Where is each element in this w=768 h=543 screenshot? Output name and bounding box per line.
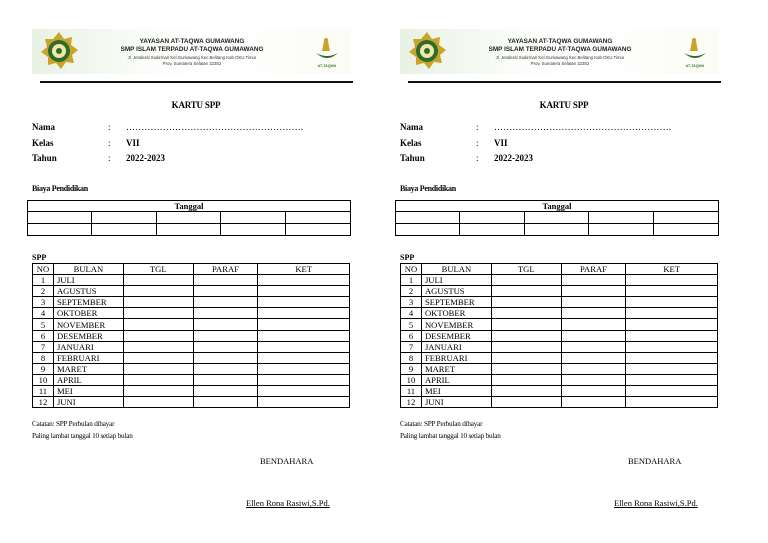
row-tgl: [491, 275, 561, 286]
table-cell: [524, 224, 588, 236]
row-tgl: [491, 363, 561, 374]
row-bulan: JULI: [53, 275, 123, 286]
row-bulan: SEPTEMBER: [421, 297, 491, 308]
note-line-1: Catatan: SPP Perbulan dibayar: [400, 420, 483, 428]
bendahara-label: BENDAHARA: [628, 456, 682, 466]
row-paraf: [193, 308, 258, 319]
row-paraf: [193, 330, 258, 341]
row-ket: [258, 275, 350, 286]
table-row: [401, 374, 718, 385]
row-bulan: JANUARI: [53, 341, 123, 352]
row-ket: [258, 386, 350, 397]
row-bulan: JANUARI: [421, 341, 491, 352]
table-row: [401, 297, 718, 308]
spp-rows: [401, 275, 718, 408]
row-paraf: [561, 397, 626, 408]
colon: :: [108, 153, 111, 163]
row-bulan: MARET: [53, 363, 123, 374]
row-tgl: [491, 308, 561, 319]
row-ket: [258, 397, 350, 408]
row-no: 1: [401, 275, 422, 286]
row-no: 3: [401, 297, 422, 308]
table-cell: [460, 224, 524, 236]
table-row: [401, 397, 718, 408]
table-cell: [156, 224, 220, 236]
row-bulan: AGUSTUS: [53, 286, 123, 297]
row-bulan: JULI: [421, 275, 491, 286]
row-paraf: [193, 363, 258, 374]
row-bulan: APRIL: [421, 374, 491, 385]
table-cell: [589, 212, 653, 224]
table-row: [33, 352, 350, 363]
row-paraf: [193, 341, 258, 352]
tahun-value: 2022-2023: [494, 153, 533, 163]
tahun-label: Tahun: [32, 153, 57, 163]
row-bulan: MARET: [421, 363, 491, 374]
tanggal-header: Tanggal: [28, 201, 351, 212]
spp-card-right: [394, 0, 734, 543]
table-cell: [396, 224, 460, 236]
row-tgl: [123, 397, 193, 408]
table-row: [33, 319, 350, 330]
school-province: Prov. Sumatera Selatan 32382: [162, 61, 222, 66]
row-paraf: [561, 297, 626, 308]
row-ket: [258, 330, 350, 341]
col-header-bulan: BULAN: [53, 264, 123, 275]
row-tgl: [123, 374, 193, 385]
row-tgl: [123, 286, 193, 297]
row-ket: [626, 374, 718, 385]
biaya-pendidikan-label: Biaya Pendidikan: [32, 184, 88, 193]
row-paraf: [561, 352, 626, 363]
table-cell: [28, 224, 92, 236]
row-no: 4: [33, 308, 54, 319]
row-tgl: [123, 275, 193, 286]
row-bulan: JUNI: [421, 397, 491, 408]
row-no: 7: [401, 341, 422, 352]
table-cell: [28, 212, 92, 224]
row-ket: [258, 297, 350, 308]
row-no: 3: [33, 297, 54, 308]
signer-name: Ellen Rona Rasiwi,S.Pd.: [614, 498, 698, 508]
colon: :: [476, 138, 479, 148]
row-paraf: [193, 319, 258, 330]
nama-value: ………………………………………………….: [126, 122, 304, 132]
row-ket: [626, 330, 718, 341]
school-province: Prov. Sumatera Selatan 32382: [530, 61, 590, 66]
row-paraf: [193, 397, 258, 408]
crescent-logo-icon: [678, 37, 712, 63]
row-bulan: FEBRUARI: [53, 352, 123, 363]
row-paraf: [561, 363, 626, 374]
row-no: 11: [401, 386, 422, 397]
school-address: Jl. Jenderal Sudirman Kel.Gumawang Kec.Belitang Kab.OKU Timur: [127, 55, 257, 60]
table-cell: [460, 212, 524, 224]
row-ket: [258, 374, 350, 385]
table-row: [401, 341, 718, 352]
table-row: [401, 286, 718, 297]
tahun-label: Tahun: [400, 153, 425, 163]
col-header-ket: KET: [258, 264, 350, 275]
row-bulan: JUNI: [53, 397, 123, 408]
nama-value: ………………………………………………….: [494, 122, 672, 132]
header-divider: [40, 81, 353, 83]
row-no: 6: [33, 330, 54, 341]
row-bulan: SEPTEMBER: [53, 297, 123, 308]
row-tgl: [491, 397, 561, 408]
row-bulan: NOVEMBER: [421, 319, 491, 330]
foundation-name: YAYASAN AT-TAQWA GUMAWANG: [507, 38, 613, 45]
row-no: 5: [401, 319, 422, 330]
card-title: KARTU SPP: [539, 100, 589, 110]
col-header-paraf: PARAF: [193, 264, 258, 275]
row-tgl: [123, 308, 193, 319]
table-row: [401, 352, 718, 363]
col-header-no: NO: [33, 264, 54, 275]
table-cell: [524, 212, 588, 224]
row-paraf: [561, 330, 626, 341]
spp-card-left: [26, 0, 366, 543]
kelas-value: VII: [126, 138, 140, 148]
header-divider: [408, 81, 721, 83]
table-row: [401, 386, 718, 397]
card-title: KARTU SPP: [171, 100, 221, 110]
note-line-2: Paling lambat tanggal 10 setiap bulan: [400, 432, 501, 440]
right-logo-text: AT-TAQWA: [317, 64, 337, 68]
row-tgl: [123, 297, 193, 308]
row-paraf: [561, 275, 626, 286]
row-ket: [258, 363, 350, 374]
colon: :: [476, 122, 479, 132]
row-no: 1: [33, 275, 54, 286]
row-paraf: [193, 386, 258, 397]
table-row: [33, 341, 350, 352]
row-paraf: [561, 374, 626, 385]
row-no: 12: [401, 397, 422, 408]
row-tgl: [491, 352, 561, 363]
table-cell: [285, 224, 350, 236]
table-cell: [156, 212, 220, 224]
table-row: [396, 212, 719, 224]
school-name: SMP ISLAM TERPADU AT-TAQWA GUMAWANG: [488, 46, 632, 53]
table-row: [401, 319, 718, 330]
row-ket: [258, 319, 350, 330]
table-row: [33, 308, 350, 319]
table-cell: [221, 212, 285, 224]
table-cell: [396, 212, 460, 224]
row-ket: [626, 386, 718, 397]
row-no: 11: [33, 386, 54, 397]
table-row: [401, 308, 718, 319]
table-row: [28, 224, 351, 236]
row-ket: [626, 286, 718, 297]
row-ket: [626, 397, 718, 408]
colon: :: [108, 122, 111, 132]
spp-label: SPP: [400, 253, 415, 262]
tanggal-header: Tanggal: [396, 201, 719, 212]
row-paraf: [193, 297, 258, 308]
table-cell: [285, 212, 350, 224]
row-ket: [258, 286, 350, 297]
spp-header-row: [401, 264, 718, 275]
row-no: 2: [401, 286, 422, 297]
row-no: 4: [401, 308, 422, 319]
row-tgl: [491, 374, 561, 385]
row-bulan: APRIL: [53, 374, 123, 385]
row-bulan: OKTOBER: [421, 308, 491, 319]
table-cell: [92, 212, 156, 224]
row-paraf: [561, 341, 626, 352]
spp-table: [400, 263, 718, 408]
row-no: 5: [33, 319, 54, 330]
row-bulan: AGUSTUS: [421, 286, 491, 297]
row-ket: [626, 319, 718, 330]
col-header-paraf: PARAF: [561, 264, 626, 275]
table-row: [33, 363, 350, 374]
table-cell: [221, 224, 285, 236]
row-no: 10: [401, 374, 422, 385]
table-row: [33, 297, 350, 308]
right-logo: [678, 37, 712, 67]
row-bulan: DESEMBER: [53, 330, 123, 341]
kelas-label: Kelas: [400, 138, 422, 148]
col-header-no: NO: [401, 264, 422, 275]
table-row: [401, 363, 718, 374]
row-tgl: [491, 297, 561, 308]
row-no: 9: [33, 363, 54, 374]
crescent-logo-icon: [310, 37, 344, 63]
table-cell: [653, 224, 718, 236]
row-ket: [626, 308, 718, 319]
table-row: [401, 330, 718, 341]
tanggal-table: [27, 200, 351, 236]
colon: :: [476, 153, 479, 163]
nama-label: Nama: [32, 122, 55, 132]
note-line-1: Catatan: SPP Perbulan dibayar: [32, 420, 115, 428]
row-ket: [626, 352, 718, 363]
row-paraf: [193, 352, 258, 363]
row-no: 12: [33, 397, 54, 408]
row-paraf: [561, 308, 626, 319]
row-no: 6: [401, 330, 422, 341]
row-tgl: [491, 319, 561, 330]
row-no: 7: [33, 341, 54, 352]
row-tgl: [123, 341, 193, 352]
row-paraf: [193, 275, 258, 286]
row-no: 8: [33, 352, 54, 363]
row-tgl: [123, 352, 193, 363]
row-no: 8: [401, 352, 422, 363]
table-row: [28, 212, 351, 224]
row-no: 9: [401, 363, 422, 374]
letterhead: [32, 29, 350, 74]
table-cell: [92, 224, 156, 236]
table-cell: [589, 224, 653, 236]
row-tgl: [123, 363, 193, 374]
table-row: [33, 397, 350, 408]
row-bulan: FEBRUARI: [421, 352, 491, 363]
nama-label: Nama: [400, 122, 423, 132]
row-paraf: [561, 286, 626, 297]
row-ket: [258, 308, 350, 319]
row-bulan: MEI: [53, 386, 123, 397]
spp-table: [32, 263, 350, 408]
spp-rows: [33, 275, 350, 408]
row-no: 2: [33, 286, 54, 297]
col-header-tgl: TGL: [491, 264, 561, 275]
right-logo: [310, 37, 344, 67]
row-tgl: [123, 386, 193, 397]
table-row: [33, 386, 350, 397]
kelas-value: VII: [494, 138, 508, 148]
note-line-2: Paling lambat tanggal 10 setiap bulan: [32, 432, 133, 440]
foundation-name: YAYASAN AT-TAQWA GUMAWANG: [139, 38, 245, 45]
right-logo-text: AT-TAQWA: [685, 64, 705, 68]
row-ket: [258, 341, 350, 352]
row-tgl: [491, 386, 561, 397]
row-paraf: [193, 286, 258, 297]
table-row: [396, 224, 719, 236]
row-tgl: [491, 341, 561, 352]
kelas-label: Kelas: [32, 138, 54, 148]
row-bulan: DESEMBER: [421, 330, 491, 341]
row-bulan: MEI: [421, 386, 491, 397]
tanggal-table: [395, 200, 719, 236]
table-row: [33, 286, 350, 297]
row-paraf: [561, 386, 626, 397]
school-address: Jl. Jenderal Sudirman Kel.Gumawang Kec.Belitang Kab.OKU Timur: [495, 55, 625, 60]
col-header-tgl: TGL: [123, 264, 193, 275]
table-row: [33, 374, 350, 385]
row-paraf: [193, 374, 258, 385]
school-name: SMP ISLAM TERPADU AT-TAQWA GUMAWANG: [120, 46, 264, 53]
row-tgl: [491, 286, 561, 297]
row-ket: [258, 352, 350, 363]
row-no: 10: [33, 374, 54, 385]
row-bulan: NOVEMBER: [53, 319, 123, 330]
row-ket: [626, 275, 718, 286]
tahun-value: 2022-2023: [126, 153, 165, 163]
row-tgl: [123, 330, 193, 341]
row-bulan: OKTOBER: [53, 308, 123, 319]
row-tgl: [123, 319, 193, 330]
table-cell: [653, 212, 718, 224]
table-row: [33, 275, 350, 286]
signer-name: Ellen Rona Rasiwi,S.Pd.: [246, 498, 330, 508]
letterhead: [400, 29, 718, 74]
row-ket: [626, 341, 718, 352]
biaya-pendidikan-label: Biaya Pendidikan: [400, 184, 456, 193]
col-header-ket: KET: [626, 264, 718, 275]
row-paraf: [561, 319, 626, 330]
spp-label: SPP: [32, 253, 47, 262]
bendahara-label: BENDAHARA: [260, 456, 314, 466]
colon: :: [108, 138, 111, 148]
row-ket: [626, 363, 718, 374]
table-row: [401, 275, 718, 286]
col-header-bulan: BULAN: [421, 264, 491, 275]
row-ket: [626, 297, 718, 308]
table-row: [33, 330, 350, 341]
spp-header-row: [33, 264, 350, 275]
row-tgl: [491, 330, 561, 341]
